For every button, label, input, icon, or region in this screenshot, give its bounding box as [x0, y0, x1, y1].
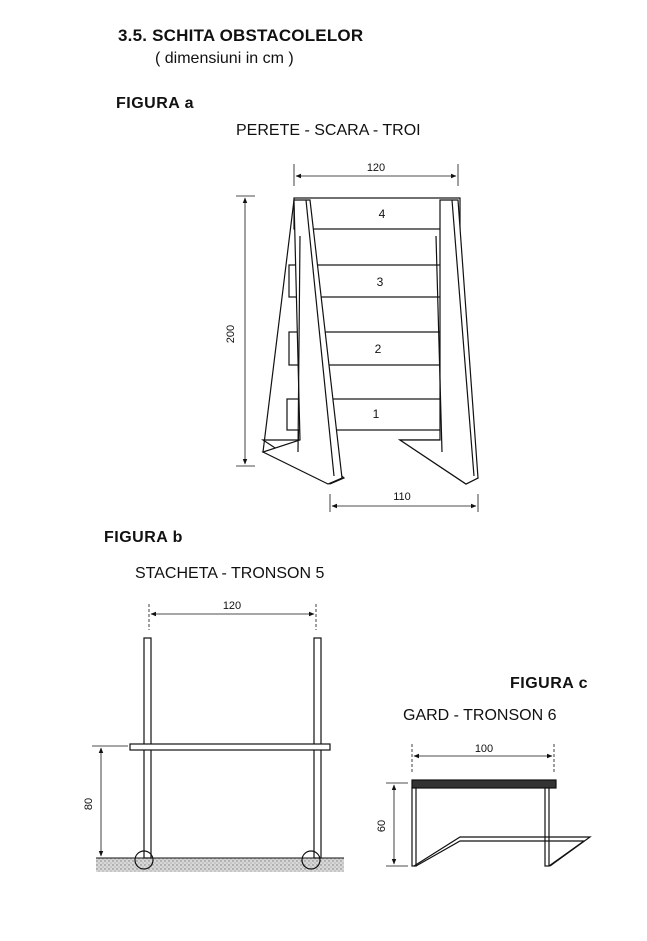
figure-c-drawing: [386, 744, 590, 866]
figure-c-height-dim: 60: [376, 819, 388, 833]
figure-a-width-dim: 120: [366, 162, 386, 174]
units-note: ( dimensiuni in cm ): [155, 50, 294, 67]
figure-b-caption: STACHETA - TRONSON 5: [135, 565, 325, 582]
figure-c-label: FIGURA c: [510, 675, 589, 692]
figure-b-label: FIGURA b: [104, 529, 183, 546]
figure-a-base-dim: 110: [393, 491, 411, 503]
rung-label-4: 4: [378, 207, 386, 221]
figure-b-height-dim: 80: [83, 797, 95, 811]
figure-b-drawing: [92, 604, 344, 872]
rung-label-3: 3: [376, 275, 384, 289]
figure-a-height-dim: 200: [225, 324, 237, 344]
figure-a-label: FIGURA a: [116, 95, 195, 112]
figure-c-caption: GARD - TRONSON 6: [403, 707, 557, 724]
figure-c-width-dim: 100: [474, 743, 494, 755]
figure-b-width-dim: 120: [222, 600, 242, 612]
rung-label-1: 1: [372, 407, 380, 421]
figure-a-drawing: [236, 164, 478, 512]
figure-a-caption: PERETE - SCARA - TROI: [236, 122, 421, 139]
rung-label-2: 2: [374, 342, 382, 356]
section-title: 3.5. SCHITA OBSTACOLELOR: [118, 26, 364, 45]
